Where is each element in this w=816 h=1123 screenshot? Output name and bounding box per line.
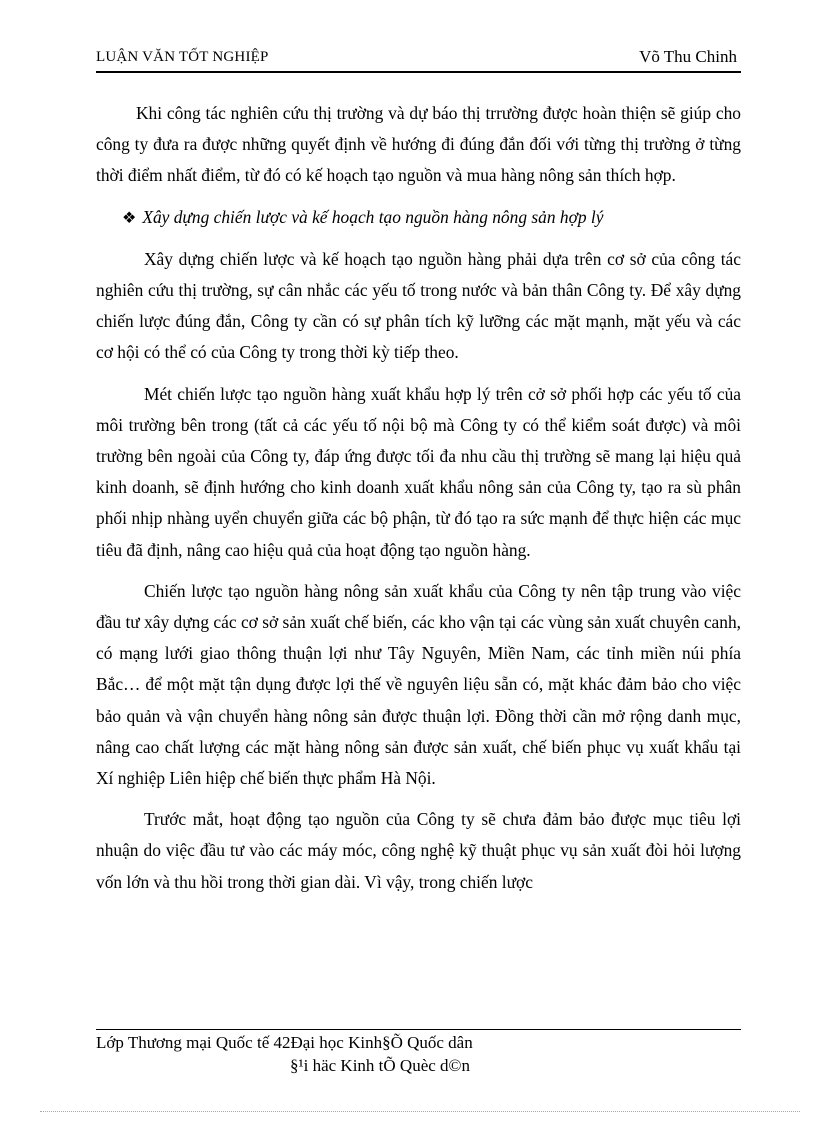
paragraph-strategy: Xây dựng chiến lược và kế hoạch tạo nguồn hàng phải dựa trên cơ sở của công tác nghiên cứu thị trường, sự cân nhắc các yếu tố trong nước và bản thân Công ty. Để xây dựng chiến lược đúng đắn, Công ty cần có sự phân tích kỹ lưỡng các mặt mạnh, mặt yếu và các cơ hội có thể có của Công ty trong thời kỳ tiếp theo. — [96, 248, 741, 363]
section-heading — [96, 202, 741, 234]
page-bottom-dotted-line — [40, 1111, 800, 1112]
document-body — [96, 98, 741, 908]
diamond-bullet-icon: ❖ — [122, 209, 137, 227]
paragraph-market-research: Khi công tác nghiên cứu thị trường và dự báo thị trrường được hoàn thiện sẽ giúp cho công ty đưa ra được những quyết định về hướng đi đúng đắn đối với từng thị trường ở từng thời điểm nhất điểm, từ đó có kế hoạch tạo nguồn và mua hàng nông sản thích hợp. — [96, 103, 741, 186]
paragraph-investment-focus: Chiến lược tạo nguồn hàng nông sản xuất khẩu của Công ty nên tập trung vào việc đầu tư xây dựng các cơ sở sản xuất chế biến, các kho vận tại các vùng sản xuất chuyên canh, có mạng lưới giao thông thuận lợi như Tây Nguyên, Miền Nam, các tỉnh miền núi phía Bắc… để một mặt tận dụng được lợi thế về nguyên liệu sẵn có, mặt khác đảm bảo cho việc bảo quản và vận chuyển hàng nông sản được thuận lợi. Đồng thời cần mở rộng danh mục, nâng cao chất lượng các mặt hàng nông sản được sản xuất, chế biến phục vụ xuất khẩu tại Xí nghiệp Liên hiệp chế biến thực phẩm Hà Nội. — [96, 580, 741, 789]
section-heading-text: Xây dựng chiến lược và kế hoạch tạo nguồn hàng nông sản hợp lý — [142, 206, 604, 227]
paragraph-sourcing-strategy: Mét chiến lược tạo nguồn hàng xuất khẩu hợp lý trên cở sở phối hợp các yếu tố của môi trường bên trong (tất cả các yếu tố nội bộ mà Công ty có thể kiểm soát được) và môi trường bên ngoài của Công ty, đáp ứng được tối đa nhu cầu thị trường sẽ mang lại hiệu quả kinh doanh, sẽ định hướng cho kinh doanh xuất khẩu nông sản của Công ty, tạo ra sù phân phối nhịp nhàng uyển chuyển giữa các bộ phận, từ đó tạo ra sức mạnh để thực hiện các mục tiêu đã định, nâng cao hiệu quả của hoạt động tạo nguồn hàng. — [96, 383, 741, 560]
footer-class-line: Lớp Thương mại Quốc tế 42Đại học Kinh§Õ Quốc dân — [96, 1033, 473, 1052]
page-header — [96, 45, 741, 73]
header-title: LUẬN VĂN TỐT NGHIỆP — [96, 49, 269, 65]
footer-university-line: §¹i häc Kinh tÕ Quèc d©n — [290, 1056, 470, 1075]
footer-divider — [96, 1029, 741, 1030]
header-author: Võ Thu Chinh — [639, 47, 737, 66]
paragraph-short-term: Trước mắt, hoạt động tạo nguồn của Công ty sẽ chưa đảm bảo được mục tiêu lợi nhuận do việc đầu tư vào các máy móc, công nghệ kỹ thuật phục vụ sản xuất đòi hỏi lượng vốn lớn và thu hồi trong thời gian dài. Vì vậy, trong chiến lược — [96, 809, 741, 892]
